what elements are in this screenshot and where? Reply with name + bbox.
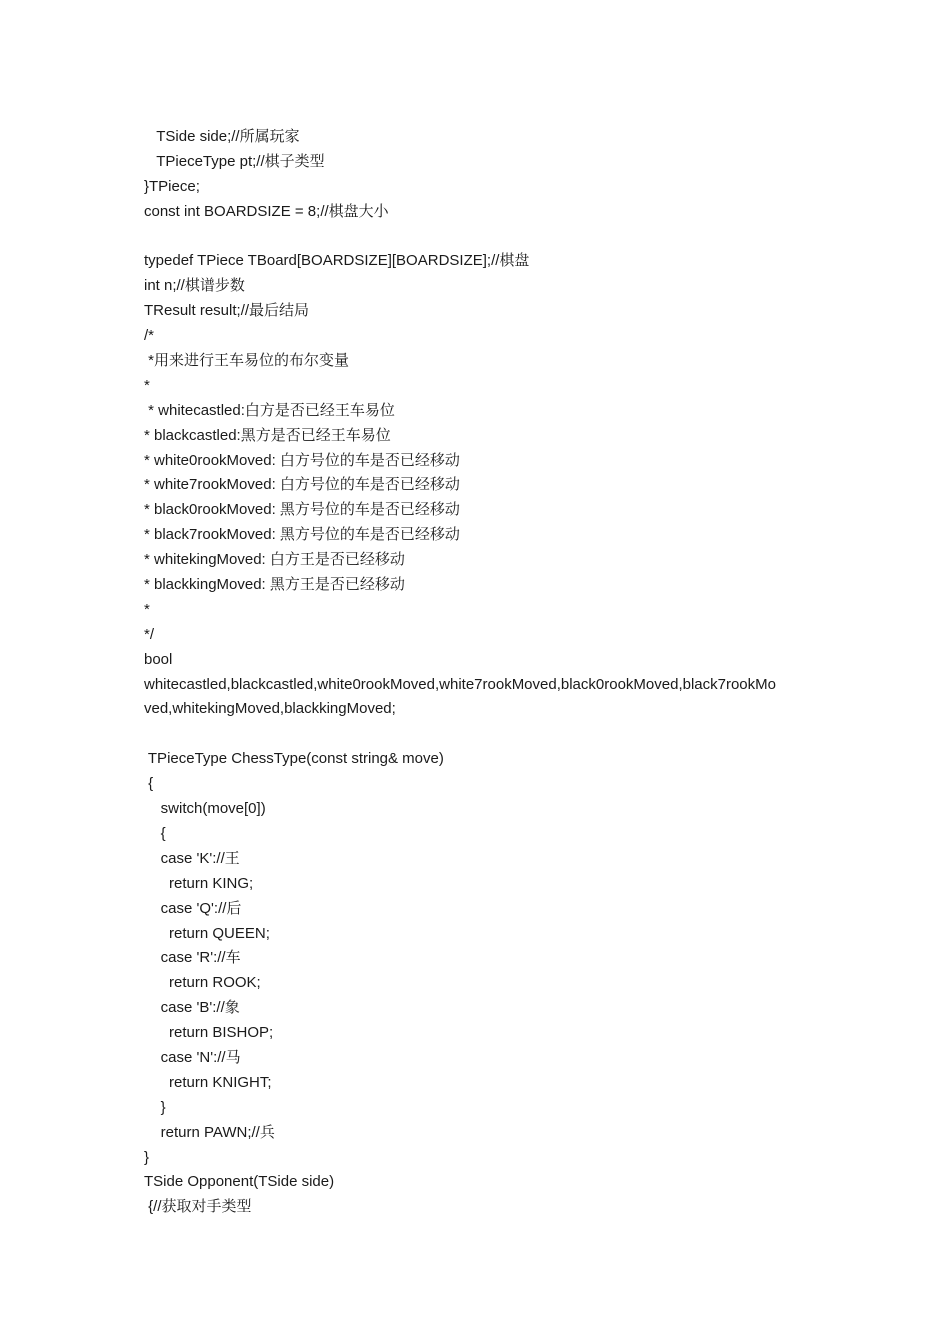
code-line: * whitekingMoved: 白方王是否已经移动 [144,551,405,569]
code-line: typedef TPiece TBoard[BOARDSIZE][BOARDSIZE];//棋盘 [144,252,530,270]
code-line: TPieceType ChessType(const string& move) [144,750,444,768]
code-listing [144,125,824,1220]
code-line: * black7rookMoved: 黑方号位的车是否已经移动 [144,526,460,544]
code-line: {//获取对手类型 [144,1198,252,1216]
code-line: } [144,1148,150,1166]
code-line: int n;//棋谱步数 [144,277,245,295]
code-line: ved,whitekingMoved,blackkingMoved; [144,700,396,718]
code-line: * blackkingMoved: 黑方王是否已经移动 [144,576,405,594]
code-line: * white0rookMoved: 白方号位的车是否已经移动 [144,451,460,469]
code-line: const int BOARDSIZE = 8;//棋盘大小 [144,202,389,220]
code-line: return QUEEN; [144,924,270,942]
code-line: { [144,824,166,842]
code-line: TSide Opponent(TSide side) [144,1173,335,1191]
code-line: return KNIGHT; [144,1073,272,1091]
code-line: return ROOK; [144,974,261,992]
code-line: * black0rookMoved: 黑方号位的车是否已经移动 [144,501,460,519]
code-line: * blackcastled:黑方是否已经王车易位 [144,426,391,444]
code-line: return PAWN;//兵 [144,1123,275,1141]
code-line: TSide side;//所属玩家 [144,128,300,145]
code-line: * whitecastled:白方是否已经王车易位 [144,401,395,419]
code-line [144,225,824,250]
code-line: TPieceType pt;//棋子类型 [144,152,325,170]
code-line: return BISHOP; [144,1024,274,1042]
code-line: case 'B'://象 [144,999,240,1017]
code-line: return KING; [144,874,254,892]
code-line: whitecastled,blackcastled,white0rookMoved,white7rookMoved,black0rookMoved,black7rookMo [144,675,776,693]
code-line: { [144,775,154,793]
code-line: switch(move[0]) [144,800,266,818]
code-line: case 'K'://王 [144,849,240,867]
code-line: * white7rookMoved: 白方号位的车是否已经移动 [144,476,460,494]
code-line: } [144,1098,166,1116]
code-line [144,722,824,747]
code-line: */ [144,625,155,643]
code-line: /* [144,327,155,345]
code-line: TResult result;//最后结局 [144,302,310,320]
code-line: }TPiece; [144,177,200,195]
code-line: * [144,376,150,394]
code-line: *用来进行王车易位的布尔变量 [144,352,350,370]
code-line: case 'Q'://后 [144,899,242,917]
code-line: * [144,600,150,618]
code-line: bool [144,650,173,668]
code-line: case 'R'://车 [144,949,241,967]
code-line: case 'N'://马 [144,1048,241,1066]
